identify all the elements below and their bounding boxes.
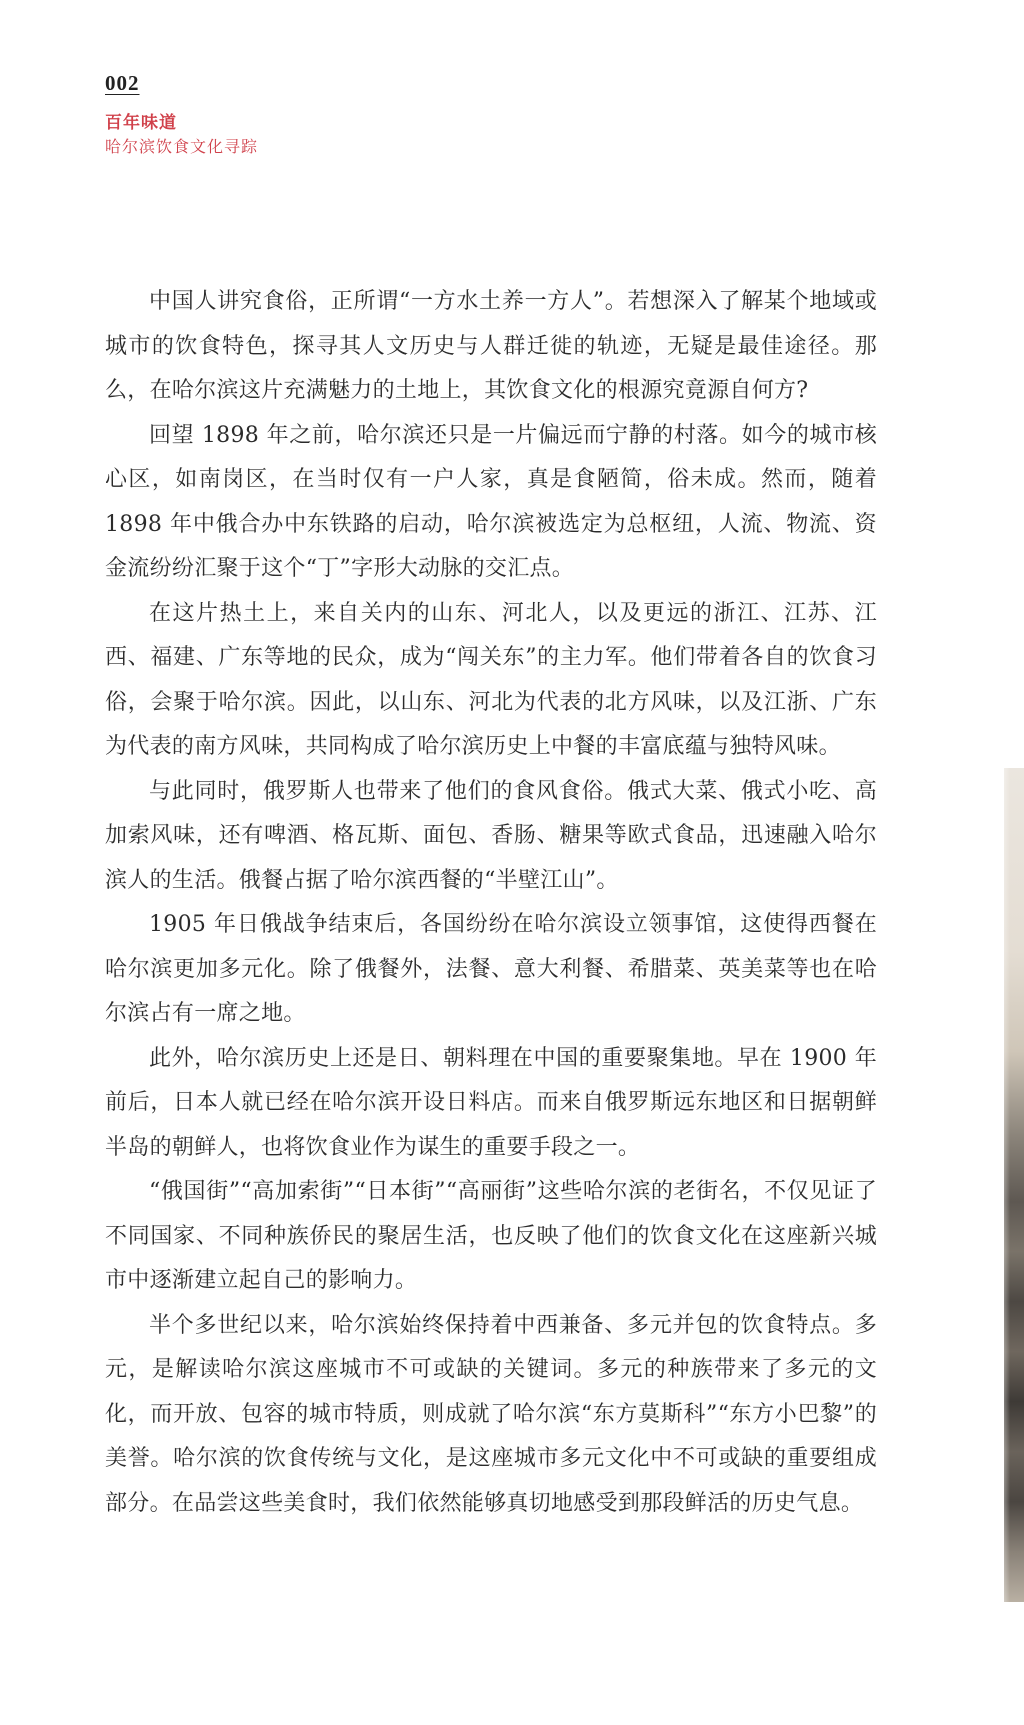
paragraph: 在这片热土上，来自关内的山东、河北人，以及更远的浙江、江苏、江西、福建、广东等地的民众，成为“闯关东”的主力军。他们带着各自的饮食习俗，会聚于哈尔滨。因此，以山东、河北为代表的北方风味，以及江浙、广东为代表的南方风味，共同构成了哈尔滨历史上中餐的丰富底蕴与独特风味。 — [105, 600, 877, 759]
paragraph: 中国人讲究食俗，正所谓“一方水土养一方人”。若想深入了解某个地域或城市的饮食特色，探寻其人文历史与人群迁徙的轨迹，无疑是最佳途径。那么，在哈尔滨这片充满魅力的土地上，其饮食文化的根源究竟源自何方? — [105, 289, 877, 403]
paragraph: 回望 1898 年之前，哈尔滨还只是一片偏远而宁静的村落。如今的城市核心区，如南岗区，在当时仅有一户人家，真是食陋简，俗未成。然而，随着 1898 年中俄合办中东铁路的启动，哈尔滨被选定为总枢纽，人流、物流、资金流纷纷汇聚于这个“丁”字形大动脉的交汇点。 — [105, 422, 877, 581]
paragraph: 1905 年日俄战争结束后，各国纷纷在哈尔滨设立领事馆，这使得西餐在哈尔滨更加多元化。除了俄餐外，法餐、意大利餐、希腊菜、英美菜等也在哈尔滨占有一席之地。 — [105, 912, 877, 1026]
page-header — [105, 70, 258, 158]
book-subtitle: 哈尔滨饮食文化寻踪 — [105, 137, 259, 156]
paragraph: 此外，哈尔滨历史上还是日、朝料理在中国的重要聚集地。早在 1900 年前后，日本人就已经在哈尔滨开设日料店。而来自俄罗斯远东地区和日据朝鲜半岛的朝鲜人，也将饮食业作为谋生的重要手段之一。 — [105, 1045, 877, 1160]
page-number: 002 — [105, 71, 140, 95]
article-body — [105, 280, 877, 1526]
photo-edge-image — [1004, 768, 1024, 1602]
paragraph: 半个多世纪以来，哈尔滨始终保持着中西兼备、多元并包的饮食特点。多元，是解读哈尔滨这座城市不可或缺的关键词。多元的种族带来了多元的文化，而开放、包容的城市特质，则成就了哈尔滨“东方莫斯科”“东方小巴黎”的美誉。哈尔滨的饮食传统与文化，是这座城市多元文化中不可或缺的重要组成部分。在品尝这些美食时，我们依然能够真切地感受到那段鲜活的历史气息。 — [105, 1312, 877, 1516]
paragraph: 与此同时，俄罗斯人也带来了他们的食风食俗。俄式大菜、俄式小吃、高加索风味，还有啤酒、格瓦斯、面包、香肠、糖果等欧式食品，迅速融入哈尔滨人的生活。俄餐占据了哈尔滨西餐的“半壁江山”。 — [105, 778, 877, 893]
paragraph: “俄国街”“高加索街”“日本街”“高丽街”这些哈尔滨的老街名，不仅见证了不同国家、不同种族侨民的聚居生活，也反映了他们的饮食文化在这座新兴城市中逐渐建立起自己的影响力。 — [105, 1179, 877, 1293]
book-title: 百年味道 — [105, 113, 177, 133]
